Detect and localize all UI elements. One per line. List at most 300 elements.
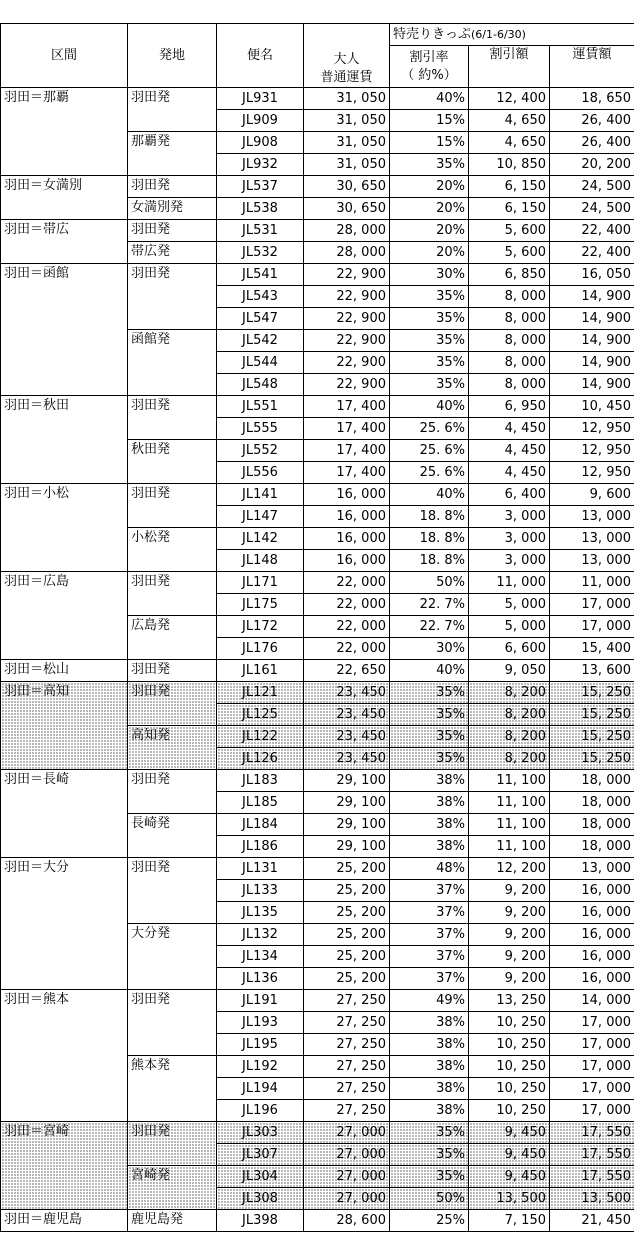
origin-cell: 羽田発 <box>128 176 217 198</box>
discount-rate-cell: 37% <box>390 968 469 990</box>
flight-cell: JL131 <box>217 858 304 880</box>
discount-rate-cell: 35% <box>390 330 469 352</box>
adult-fare-cell: 27, 250 <box>304 1034 390 1056</box>
fare-amount-cell: 15, 400 <box>550 638 634 660</box>
flight-cell: JL931 <box>217 88 304 110</box>
flight-cell: JL548 <box>217 374 304 396</box>
adult-fare-cell: 28, 000 <box>304 220 390 242</box>
origin-cell: 羽田発 <box>128 220 217 242</box>
fare-amount-cell: 17, 000 <box>550 1056 634 1078</box>
flight-cell: JL537 <box>217 176 304 198</box>
adult-fare-cell: 28, 000 <box>304 242 390 264</box>
flight-cell: JL304 <box>217 1166 304 1188</box>
discount-rate-cell: 38% <box>390 1056 469 1078</box>
fare-amount-cell: 26, 400 <box>550 110 634 132</box>
header-fare-amount: 運賃額 <box>550 46 634 88</box>
adult-fare-cell: 22, 900 <box>304 374 390 396</box>
adult-fare-cell: 25, 200 <box>304 946 390 968</box>
flight-cell: JL303 <box>217 1122 304 1144</box>
discount-amount-cell: 4, 450 <box>469 418 550 440</box>
flight-cell: JL184 <box>217 814 304 836</box>
discount-rate-cell: 40% <box>390 660 469 682</box>
flight-cell: JL132 <box>217 924 304 946</box>
discount-rate-cell: 38% <box>390 1012 469 1034</box>
discount-rate-cell: 25. 6% <box>390 462 469 484</box>
adult-fare-cell: 28, 600 <box>304 1210 390 1232</box>
discount-amount-cell: 5, 000 <box>469 616 550 638</box>
table-row <box>1 1210 634 1232</box>
discount-rate-cell: 18. 8% <box>390 528 469 550</box>
discount-amount-cell: 11, 100 <box>469 836 550 858</box>
table-row <box>1 88 634 110</box>
fare-amount-cell: 16, 000 <box>550 968 634 990</box>
origin-cell: 帯広発 <box>128 242 217 264</box>
route-cell: 羽田＝那覇 <box>1 88 128 176</box>
discount-amount-cell: 13, 500 <box>469 1188 550 1210</box>
discount-amount-cell: 10, 850 <box>469 154 550 176</box>
discount-rate-cell: 35% <box>390 154 469 176</box>
flight-cell: JL196 <box>217 1100 304 1122</box>
flight-cell: JL542 <box>217 330 304 352</box>
header-special-period: (6/1-6/30) <box>471 27 526 41</box>
fare-amount-cell: 17, 550 <box>550 1144 634 1166</box>
fare-amount-cell: 15, 250 <box>550 682 634 704</box>
flight-cell: JL135 <box>217 902 304 924</box>
origin-cell: 高知発 <box>128 726 217 770</box>
fare-amount-cell: 16, 000 <box>550 902 634 924</box>
flight-cell: JL191 <box>217 990 304 1012</box>
discount-amount-cell: 6, 400 <box>469 484 550 506</box>
origin-cell: 広島発 <box>128 616 217 660</box>
adult-fare-cell: 25, 200 <box>304 924 390 946</box>
origin-cell: 小松発 <box>128 528 217 572</box>
flight-cell: JL194 <box>217 1078 304 1100</box>
route-cell: 羽田＝大分 <box>1 858 128 990</box>
adult-fare-cell: 16, 000 <box>304 506 390 528</box>
adult-fare-cell: 22, 000 <box>304 572 390 594</box>
adult-fare-cell: 22, 000 <box>304 638 390 660</box>
flight-cell: JL176 <box>217 638 304 660</box>
discount-rate-cell: 50% <box>390 1188 469 1210</box>
discount-rate-cell: 25. 6% <box>390 440 469 462</box>
adult-fare-cell: 25, 200 <box>304 968 390 990</box>
table-row <box>1 264 634 286</box>
fare-amount-cell: 12, 950 <box>550 440 634 462</box>
fare-amount-cell: 13, 000 <box>550 550 634 572</box>
fare-amount-cell: 13, 600 <box>550 660 634 682</box>
discount-amount-cell: 13, 250 <box>469 990 550 1012</box>
fare-amount-cell: 13, 000 <box>550 858 634 880</box>
discount-rate-cell: 15% <box>390 110 469 132</box>
discount-amount-cell: 6, 950 <box>469 396 550 418</box>
fare-amount-cell: 16, 000 <box>550 924 634 946</box>
discount-rate-cell: 38% <box>390 814 469 836</box>
discount-rate-cell: 22. 7% <box>390 616 469 638</box>
fare-amount-cell: 21, 450 <box>550 1210 634 1232</box>
table-row <box>1 220 634 242</box>
origin-cell: 羽田発 <box>128 990 217 1056</box>
origin-cell: 羽田発 <box>128 770 217 814</box>
fare-amount-cell: 22, 400 <box>550 220 634 242</box>
fare-amount-cell: 17, 000 <box>550 1012 634 1034</box>
header-special-title: 特売りきっぷ <box>393 26 472 42</box>
fare-amount-cell: 10, 450 <box>550 396 634 418</box>
discount-rate-cell: 37% <box>390 924 469 946</box>
header-discount-rate <box>390 46 469 88</box>
adult-fare-cell: 29, 100 <box>304 770 390 792</box>
discount-amount-cell: 5, 600 <box>469 242 550 264</box>
table-row <box>1 484 634 506</box>
flight-cell: JL142 <box>217 528 304 550</box>
adult-fare-cell: 17, 400 <box>304 418 390 440</box>
route-cell: 羽田＝函館 <box>1 264 128 396</box>
adult-fare-cell: 31, 050 <box>304 154 390 176</box>
flight-cell: JL908 <box>217 132 304 154</box>
adult-fare-cell: 22, 900 <box>304 286 390 308</box>
origin-cell: 長崎発 <box>128 814 217 858</box>
discount-rate-cell: 35% <box>390 308 469 330</box>
header-route: 区間 <box>1 24 128 88</box>
table-row <box>1 990 634 1012</box>
flight-cell: JL556 <box>217 462 304 484</box>
adult-fare-cell: 27, 250 <box>304 990 390 1012</box>
discount-rate-cell: 37% <box>390 902 469 924</box>
route-cell: 羽田＝宮崎 <box>1 1122 128 1210</box>
adult-fare-cell: 30, 650 <box>304 176 390 198</box>
adult-fare-cell: 22, 000 <box>304 616 390 638</box>
fare-amount-cell: 17, 550 <box>550 1166 634 1188</box>
header-adult-fare-line2: 普通運賃 <box>320 70 373 85</box>
discount-amount-cell: 10, 250 <box>469 1100 550 1122</box>
discount-amount-cell: 10, 250 <box>469 1012 550 1034</box>
fare-amount-cell: 24, 500 <box>550 176 634 198</box>
table-row <box>1 572 634 594</box>
fare-amount-cell: 15, 250 <box>550 726 634 748</box>
discount-amount-cell: 6, 150 <box>469 176 550 198</box>
discount-rate-cell: 38% <box>390 770 469 792</box>
discount-amount-cell: 8, 000 <box>469 330 550 352</box>
adult-fare-cell: 27, 250 <box>304 1012 390 1034</box>
fare-amount-cell: 16, 000 <box>550 946 634 968</box>
adult-fare-cell: 31, 050 <box>304 88 390 110</box>
fare-amount-cell: 18, 000 <box>550 814 634 836</box>
fare-amount-cell: 12, 950 <box>550 418 634 440</box>
route-cell: 羽田＝小松 <box>1 484 128 572</box>
adult-fare-cell: 22, 900 <box>304 330 390 352</box>
header-discount-rate-line1: 割引率 <box>409 49 449 65</box>
adult-fare-cell: 17, 400 <box>304 462 390 484</box>
discount-amount-cell: 9, 050 <box>469 660 550 682</box>
discount-amount-cell: 6, 850 <box>469 264 550 286</box>
discount-rate-cell: 20% <box>390 242 469 264</box>
route-cell: 羽田＝長崎 <box>1 770 128 858</box>
origin-cell: 宮崎発 <box>128 1166 217 1210</box>
flight-cell: JL126 <box>217 748 304 770</box>
fare-table <box>0 23 634 1232</box>
discount-amount-cell: 8, 000 <box>469 286 550 308</box>
flight-cell: JL136 <box>217 968 304 990</box>
fare-amount-cell: 18, 000 <box>550 836 634 858</box>
fare-amount-cell: 17, 000 <box>550 1078 634 1100</box>
flight-cell: JL909 <box>217 110 304 132</box>
discount-rate-cell: 25% <box>390 1210 469 1232</box>
flight-cell: JL541 <box>217 264 304 286</box>
adult-fare-cell: 27, 250 <box>304 1078 390 1100</box>
discount-amount-cell: 3, 000 <box>469 550 550 572</box>
discount-amount-cell: 8, 200 <box>469 704 550 726</box>
discount-rate-cell: 37% <box>390 880 469 902</box>
discount-amount-cell: 8, 200 <box>469 748 550 770</box>
adult-fare-cell: 27, 250 <box>304 1056 390 1078</box>
fare-amount-cell: 12, 950 <box>550 462 634 484</box>
discount-rate-cell: 40% <box>390 484 469 506</box>
origin-cell: 羽田発 <box>128 682 217 726</box>
adult-fare-cell: 29, 100 <box>304 792 390 814</box>
origin-cell: 羽田発 <box>128 660 217 682</box>
header-discount-rate-line2: （ 約%） <box>401 67 457 83</box>
discount-amount-cell: 9, 200 <box>469 902 550 924</box>
discount-amount-cell: 8, 000 <box>469 308 550 330</box>
discount-amount-cell: 11, 100 <box>469 814 550 836</box>
discount-amount-cell: 11, 100 <box>469 792 550 814</box>
discount-amount-cell: 8, 000 <box>469 374 550 396</box>
flight-cell: JL141 <box>217 484 304 506</box>
table-row <box>1 858 634 880</box>
flight-cell: JL932 <box>217 154 304 176</box>
discount-rate-cell: 37% <box>390 946 469 968</box>
flight-cell: JL531 <box>217 220 304 242</box>
discount-amount-cell: 9, 450 <box>469 1122 550 1144</box>
discount-amount-cell: 12, 400 <box>469 88 550 110</box>
flight-cell: JL125 <box>217 704 304 726</box>
flight-cell: JL538 <box>217 198 304 220</box>
discount-amount-cell: 8, 200 <box>469 726 550 748</box>
adult-fare-cell: 30, 650 <box>304 198 390 220</box>
adult-fare-cell: 25, 200 <box>304 880 390 902</box>
discount-rate-cell: 50% <box>390 572 469 594</box>
fare-amount-cell: 17, 550 <box>550 1122 634 1144</box>
adult-fare-cell: 23, 450 <box>304 748 390 770</box>
flight-cell: JL134 <box>217 946 304 968</box>
table-row <box>1 396 634 418</box>
discount-amount-cell: 4, 650 <box>469 132 550 154</box>
adult-fare-cell: 23, 450 <box>304 704 390 726</box>
discount-rate-cell: 35% <box>390 748 469 770</box>
adult-fare-cell: 27, 250 <box>304 1100 390 1122</box>
adult-fare-cell: 31, 050 <box>304 110 390 132</box>
discount-rate-cell: 30% <box>390 638 469 660</box>
origin-cell: 羽田発 <box>128 396 217 440</box>
discount-rate-cell: 35% <box>390 704 469 726</box>
fare-amount-cell: 16, 000 <box>550 880 634 902</box>
discount-amount-cell: 3, 000 <box>469 528 550 550</box>
fare-amount-cell: 17, 000 <box>550 594 634 616</box>
route-cell: 羽田＝女満別 <box>1 176 128 220</box>
fare-amount-cell: 24, 500 <box>550 198 634 220</box>
fare-amount-cell: 17, 000 <box>550 1100 634 1122</box>
flight-cell: JL172 <box>217 616 304 638</box>
discount-rate-cell: 25. 6% <box>390 418 469 440</box>
fare-amount-cell: 13, 500 <box>550 1188 634 1210</box>
flight-cell: JL148 <box>217 550 304 572</box>
flight-cell: JL133 <box>217 880 304 902</box>
table-body <box>1 88 634 1232</box>
flight-cell: JL543 <box>217 286 304 308</box>
route-cell: 羽田＝広島 <box>1 572 128 660</box>
origin-cell: 羽田発 <box>128 1122 217 1166</box>
origin-cell: 熊本発 <box>128 1056 217 1122</box>
flight-cell: JL307 <box>217 1144 304 1166</box>
discount-rate-cell: 35% <box>390 1166 469 1188</box>
fare-amount-cell: 13, 000 <box>550 506 634 528</box>
adult-fare-cell: 23, 450 <box>304 682 390 704</box>
flight-cell: JL122 <box>217 726 304 748</box>
flight-cell: JL192 <box>217 1056 304 1078</box>
adult-fare-cell: 27, 000 <box>304 1166 390 1188</box>
adult-fare-cell: 22, 900 <box>304 264 390 286</box>
discount-rate-cell: 35% <box>390 1122 469 1144</box>
fare-amount-cell: 15, 250 <box>550 748 634 770</box>
route-cell: 羽田＝熊本 <box>1 990 128 1122</box>
discount-amount-cell: 10, 250 <box>469 1056 550 1078</box>
discount-rate-cell: 40% <box>390 396 469 418</box>
discount-amount-cell: 5, 000 <box>469 594 550 616</box>
flight-cell: JL175 <box>217 594 304 616</box>
discount-rate-cell: 35% <box>390 352 469 374</box>
adult-fare-cell: 23, 450 <box>304 726 390 748</box>
header-discount-amount: 割引額 <box>469 46 550 88</box>
discount-amount-cell: 9, 450 <box>469 1144 550 1166</box>
fare-amount-cell: 9, 600 <box>550 484 634 506</box>
discount-amount-cell: 7, 150 <box>469 1210 550 1232</box>
discount-rate-cell: 38% <box>390 1034 469 1056</box>
flight-cell: JL171 <box>217 572 304 594</box>
adult-fare-cell: 29, 100 <box>304 814 390 836</box>
header-adult-fare-line1: 大人 <box>333 52 360 67</box>
origin-cell: 羽田発 <box>128 858 217 924</box>
fare-amount-cell: 22, 400 <box>550 242 634 264</box>
fare-amount-cell: 14, 900 <box>550 286 634 308</box>
discount-amount-cell: 10, 250 <box>469 1034 550 1056</box>
fare-amount-cell: 26, 400 <box>550 132 634 154</box>
discount-rate-cell: 20% <box>390 176 469 198</box>
fare-amount-cell: 13, 000 <box>550 528 634 550</box>
origin-cell: 大分発 <box>128 924 217 990</box>
discount-amount-cell: 8, 000 <box>469 352 550 374</box>
discount-amount-cell: 9, 200 <box>469 880 550 902</box>
discount-rate-cell: 35% <box>390 726 469 748</box>
fare-amount-cell: 15, 250 <box>550 704 634 726</box>
discount-rate-cell: 20% <box>390 198 469 220</box>
discount-amount-cell: 3, 000 <box>469 506 550 528</box>
flight-cell: JL193 <box>217 1012 304 1034</box>
table-row <box>1 682 634 704</box>
flight-cell: JL183 <box>217 770 304 792</box>
discount-rate-cell: 18. 8% <box>390 506 469 528</box>
header-flight: 便名 <box>217 24 304 88</box>
discount-rate-cell: 35% <box>390 1144 469 1166</box>
fare-amount-cell: 16, 050 <box>550 264 634 286</box>
discount-rate-cell: 49% <box>390 990 469 1012</box>
adult-fare-cell: 22, 650 <box>304 660 390 682</box>
adult-fare-cell: 27, 000 <box>304 1122 390 1144</box>
discount-amount-cell: 11, 100 <box>469 770 550 792</box>
adult-fare-cell: 31, 050 <box>304 132 390 154</box>
origin-cell: 女満別発 <box>128 198 217 220</box>
flight-cell: JL308 <box>217 1188 304 1210</box>
discount-rate-cell: 35% <box>390 286 469 308</box>
fare-amount-cell: 17, 000 <box>550 616 634 638</box>
flight-cell: JL552 <box>217 440 304 462</box>
origin-cell: 羽田発 <box>128 572 217 616</box>
adult-fare-cell: 27, 000 <box>304 1144 390 1166</box>
discount-rate-cell: 18. 8% <box>390 550 469 572</box>
origin-cell: 羽田発 <box>128 264 217 330</box>
discount-rate-cell: 38% <box>390 1078 469 1100</box>
origin-cell: 函館発 <box>128 330 217 396</box>
fare-amount-cell: 17, 000 <box>550 1034 634 1056</box>
adult-fare-cell: 22, 000 <box>304 594 390 616</box>
discount-amount-cell: 9, 450 <box>469 1166 550 1188</box>
discount-amount-cell: 11, 000 <box>469 572 550 594</box>
discount-rate-cell: 40% <box>390 88 469 110</box>
discount-amount-cell: 8, 200 <box>469 682 550 704</box>
flight-cell: JL186 <box>217 836 304 858</box>
route-cell: 羽田＝高知 <box>1 682 128 770</box>
discount-rate-cell: 38% <box>390 1100 469 1122</box>
route-cell: 羽田＝秋田 <box>1 396 128 484</box>
discount-rate-cell: 48% <box>390 858 469 880</box>
fare-amount-cell: 18, 000 <box>550 770 634 792</box>
discount-rate-cell: 20% <box>390 220 469 242</box>
flight-cell: JL398 <box>217 1210 304 1232</box>
discount-amount-cell: 5, 600 <box>469 220 550 242</box>
discount-amount-cell: 4, 450 <box>469 462 550 484</box>
fare-amount-cell: 14, 900 <box>550 308 634 330</box>
flight-cell: JL161 <box>217 660 304 682</box>
discount-amount-cell: 9, 200 <box>469 924 550 946</box>
fare-amount-cell: 14, 900 <box>550 330 634 352</box>
fare-amount-cell: 18, 000 <box>550 792 634 814</box>
discount-rate-cell: 15% <box>390 132 469 154</box>
flight-cell: JL551 <box>217 396 304 418</box>
header-special-ticket <box>390 24 634 46</box>
adult-fare-cell: 16, 000 <box>304 550 390 572</box>
table-row <box>1 1122 634 1144</box>
flight-cell: JL185 <box>217 792 304 814</box>
flight-cell: JL195 <box>217 1034 304 1056</box>
origin-cell: 秋田発 <box>128 440 217 484</box>
fare-amount-cell: 18, 650 <box>550 88 634 110</box>
origin-cell: 那覇発 <box>128 132 217 176</box>
discount-amount-cell: 9, 200 <box>469 968 550 990</box>
adult-fare-cell: 25, 200 <box>304 858 390 880</box>
origin-cell: 鹿児島発 <box>128 1210 217 1232</box>
flight-cell: JL121 <box>217 682 304 704</box>
table-header <box>1 24 634 88</box>
adult-fare-cell: 16, 000 <box>304 484 390 506</box>
table-row <box>1 770 634 792</box>
discount-rate-cell: 38% <box>390 836 469 858</box>
fare-amount-cell: 14, 000 <box>550 990 634 1012</box>
adult-fare-cell: 17, 400 <box>304 440 390 462</box>
adult-fare-cell: 29, 100 <box>304 836 390 858</box>
route-cell: 羽田＝鹿児島 <box>1 1210 128 1232</box>
route-cell: 羽田＝帯広 <box>1 220 128 264</box>
discount-amount-cell: 4, 650 <box>469 110 550 132</box>
origin-cell: 羽田発 <box>128 484 217 528</box>
fare-amount-cell: 14, 900 <box>550 352 634 374</box>
